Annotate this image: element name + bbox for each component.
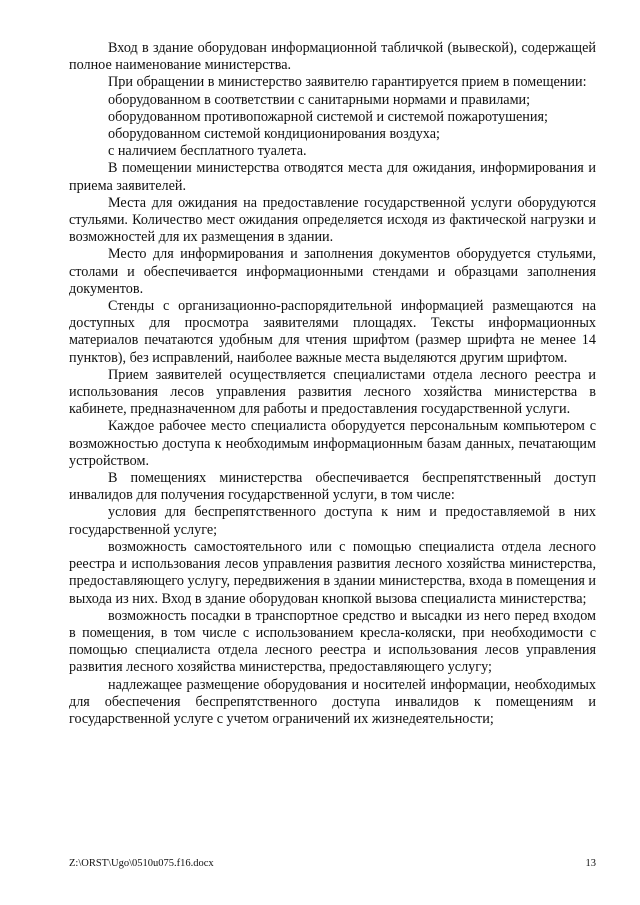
- paragraph: Места для ожидания на предоставление государственной услуги оборудуются стульями. Количество мест ожидания определяется исходя из фактической нагрузки и возможностей для их размещения в здании.: [69, 194, 596, 246]
- paragraph: Прием заявителей осуществляется специалистами отдела лесного реестра и использования лесов управления развития лесного хозяйства министерства в кабинете, предназначенном для работы и предоставления государственной услуги.: [69, 366, 596, 418]
- page-footer: [69, 857, 596, 870]
- list-item: возможность самостоятельного или с помощью специалиста отдела лесного реестра и использования лесов управления развития лесного хозяйства министерства, предоставляющего услугу, передвижения в здании министерства, входа в помещения и выхода из них. Вход в здание оборудован кнопкой вызова специалиста министерства;: [69, 538, 596, 607]
- list-item: надлежащее размещение оборудования и носителей информации, необходимых для обеспечения беспрепятственного доступа инвалидов к помещениям и государственной услуге с учетом ограничений их жизнедеятельности;: [69, 676, 596, 727]
- paragraph: Вход в здание оборудован информационной табличкой (вывеской), содержащей полное наименование министерства.: [69, 40, 596, 74]
- list-item: оборудованном противопожарной системой и системой пожаротушения;: [108, 108, 548, 125]
- document-body: [69, 40, 596, 728]
- paragraph: Стенды с организационно-распорядительной информацией размещаются на доступных для просмотра заявителями площадях. Тексты информационных материалов печатаются удобным для чтения шрифтом (размер шрифта не менее 14 пунктов), без исправлений, наиболее важные места выделяются другим шрифтом.: [69, 298, 596, 366]
- page-number: 13: [585, 858, 596, 869]
- file-path: Z:\ORST\Ugo\0510u075.f16.docx: [69, 858, 214, 869]
- paragraph: В помещениях министерства обеспечивается беспрепятственный доступ инвалидов для получения государственной услуги, в том числе:: [69, 470, 596, 504]
- list-item: условия для беспрепятственного доступа к ним и предоставляемой в них государственной услуге;: [69, 504, 596, 538]
- list-item: оборудованном системой кондиционирования воздуха;: [108, 126, 440, 143]
- list-item: оборудованном в соответствии с санитарными нормами и правилами;: [108, 91, 531, 108]
- paragraph: Место для информирования и заполнения документов оборудуется стульями, столами и обеспечивается информационными стендами и образцами заполнения документов.: [69, 246, 596, 297]
- paragraph: В помещении министерства отводятся места для ожидания, информирования и приема заявителей.: [69, 160, 596, 194]
- paragraph: Каждое рабочее место специалиста оборудуется персональным компьютером с возможностью доступа к необходимым информационным базам данных, печатающим устройством.: [69, 418, 596, 469]
- list-item: возможность посадки в транспортное средство и высадки из него перед входом в помещения, в том числе с использованием кресла-коляски, при необходимости с помощью специалиста отдела лесного реестра и использования лесов управления развития лесного хозяйства министерства, предоставляющего услугу;: [69, 607, 596, 676]
- paragraph: При обращении в министерство заявителю гарантируется прием в помещении:: [108, 74, 587, 91]
- list-item: с наличием бесплатного туалета.: [108, 143, 307, 160]
